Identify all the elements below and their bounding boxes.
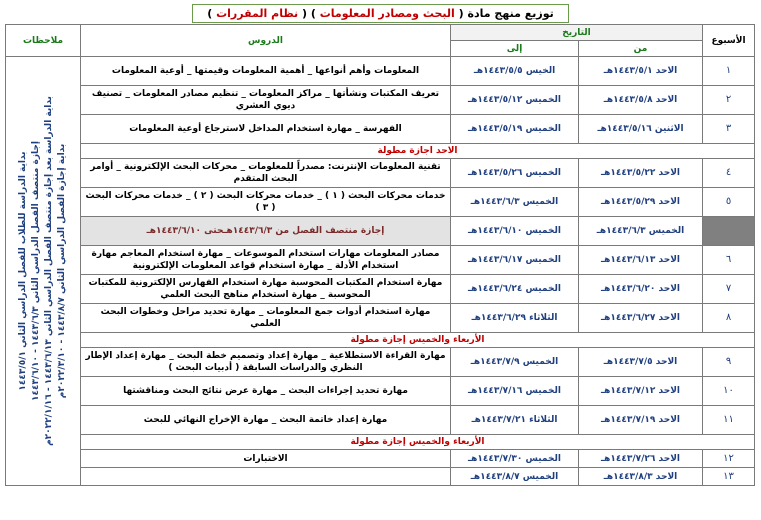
holiday-label: الأربعاء والخميس إجازة مطولة	[80, 333, 754, 348]
holiday-label: الأربعاء والخميس إجازة مطولة	[80, 435, 754, 450]
lesson-text: مهارة استخدام المكتبات المحوسبة مهارة استخدام الفهارس الإلكترونية للمكتبات المحوسبة _ مهارة استخدام مناهج البحث العلمي	[80, 275, 450, 304]
note-line: بداية الدراسة بعد إجازة منتصف الفصل الدراسي الثاني ١٤٤٣/٦/١٣ - ٢٠٢٢/١/١٦م	[43, 96, 54, 446]
date-to: الخميس ١٤٤٣/٦/١٧هـ	[450, 246, 578, 275]
week-row	[5, 348, 754, 377]
date-to: الخميس ١٤٤٣/٥/٢٦هـ	[450, 159, 578, 188]
week-row	[5, 115, 754, 144]
date-from: الاحد ١٤٤٣/٦/٢٧هـ	[579, 304, 703, 333]
course-name: البحث ومصادر المعلومات	[315, 7, 459, 20]
title-prefix: توزيع منهج مادة (	[458, 7, 554, 20]
header-lessons: الدروس	[80, 25, 450, 57]
header-notes: ملاحظات	[5, 25, 80, 57]
week-number: ٦	[703, 246, 755, 275]
week-row	[5, 377, 754, 406]
holiday-row	[5, 333, 754, 348]
date-from: الاحد ١٤٤٣/٥/٢٢هـ	[579, 159, 703, 188]
date-from: الاحد ١٤٤٣/٧/٥هـ	[579, 348, 703, 377]
week-number: ٧	[703, 275, 755, 304]
week-number: ١٠	[703, 377, 755, 406]
page-title	[192, 4, 568, 23]
date-to: الخيس ١٤٤٣/٥/٥هـ	[450, 57, 578, 86]
title-bar	[0, 2, 761, 24]
date-to: الثلاثاء ١٤٤٣/٧/٢١هـ	[450, 406, 578, 435]
date-from: الاحد ١٤٤٣/٧/١٩هـ	[579, 406, 703, 435]
lesson-text: مهارة تحديد إجراءات البحث _ مهارة عرض نتائج البحث ومناقشتها	[80, 377, 450, 406]
lesson-text: مصادر المعلومات مهارات استخدام الموسوعات _ مهارة استخدام المعاجم مهارة استخدام الأدلة _ مهارة استخدام قواعد المعلومات الإلكترونية	[80, 246, 450, 275]
date-to: الثلاثاء ١٤٤٣/٦/٢٩هـ	[450, 304, 578, 333]
week-number: ٤	[703, 159, 755, 188]
schedule-table-wrapper	[6, 24, 755, 486]
lesson-text: المعلومات وأهم أنواعها _ أهمية المعلومات وقيمتها _ أوعية المعلومات	[80, 57, 450, 86]
holiday-row	[5, 435, 754, 450]
date-from: الاحد ١٤٤٣/٧/١٢هـ	[579, 377, 703, 406]
date-from: الخميس ١٤٤٣/٦/٣هـ	[579, 217, 703, 246]
date-to: الخميس ١٤٤٣/٧/٣٠هـ	[450, 450, 578, 468]
week-number: ١	[703, 57, 755, 86]
header-to: إلى	[450, 41, 578, 57]
date-from: الاثنين ١٤٤٣/٥/١٦هـ	[579, 115, 703, 144]
week-row	[5, 304, 754, 333]
lesson-text: مهارة إعداد خاتمة البحث _ مهارة الإخراج النهائي للبحث	[80, 406, 450, 435]
date-to: الخميس ١٤٤٣/٧/١٦هـ	[450, 377, 578, 406]
lesson-text: مهارة استخدام أدوات جمع المعلومات _ مهارة تحديد مراحل وخطوات البحث العلمي	[80, 304, 450, 333]
week-row	[5, 188, 754, 217]
date-from: الاحد ١٤٤٣/٥/٢٩هـ	[579, 188, 703, 217]
date-to: الخميس ١٤٤٣/٦/١٠هـ	[450, 217, 578, 246]
date-from: الاحد ١٤٤٣/٦/١٣هـ	[579, 246, 703, 275]
date-to: الخميس ١٤٤٣/٦/٢٤هـ	[450, 275, 578, 304]
date-to: الخميس ١٤٤٣/٦/٣هـ	[450, 188, 578, 217]
title-suffix: )	[207, 7, 213, 20]
schedule-table	[5, 24, 755, 486]
week-row	[5, 159, 754, 188]
header-from: من	[579, 41, 703, 57]
lesson-text: خدمات محركات البحث ( ١ ) _ خدمات محركات البحث ( ٢ ) _ خدمات محركات البحث ( ٣ )	[80, 188, 450, 217]
lesson-text: إجازة منتصف الفصل من ١٤٤٣/٦/٣هـحتى ١٤٤٣/٦/١٠هـ	[80, 217, 450, 246]
lesson-text: الاختبارات	[80, 450, 450, 468]
notes-cell	[5, 57, 80, 486]
lesson-text: تقنية المعلومات الإنترنت: مصدراً للمعلومات _ محركات البحث الإلكترونية _ أوامر البحث المتقدم	[80, 159, 450, 188]
date-to: الخميس ١٤٤٣/٧/٩هـ	[450, 348, 578, 377]
holiday-row	[5, 144, 754, 159]
header-week: الأسبوع	[703, 25, 755, 57]
week-row	[5, 468, 754, 486]
note-line: بداية الدراسة للطلاب للفصل الدراسي الثاني ١٤٤٣/٥/١	[17, 151, 28, 391]
date-from: الاحد ١٤٤٣/٨/٣هـ	[579, 468, 703, 486]
date-from: الاحد ١٤٤٣/٥/١هـ	[579, 57, 703, 86]
date-to: الخميس ١٤٤٣/٥/١٢هـ	[450, 86, 578, 115]
week-number: ٥	[703, 188, 755, 217]
week-row	[5, 86, 754, 115]
note-line: إجازة منتصف الفصل الدراسي الثاني ١٤٤٣/٦/٣ - ١٤٤٣/٦/١٠	[30, 141, 41, 401]
schedule-body	[5, 57, 754, 486]
week-number: ٩	[703, 348, 755, 377]
week-row	[5, 406, 754, 435]
week-row	[5, 450, 754, 468]
week-number: ٢	[703, 86, 755, 115]
date-to: الخميس ١٤٤٣/٨/٧هـ	[450, 468, 578, 486]
lesson-text: الفهرسة _ مهارة استخدام المداخل لاسترجاع أوعية المعلومات	[80, 115, 450, 144]
lesson-text	[80, 468, 450, 486]
week-row	[5, 57, 754, 86]
note-line: بداية إجازة الفصل الدراسي الثاني ١٤٤٣/٨/٧ - ٢٠٢٢/٣/١٠م	[56, 143, 67, 399]
week-number: ١١	[703, 406, 755, 435]
week-number: ١٣	[703, 468, 755, 486]
week-number	[703, 217, 755, 246]
week-row	[5, 217, 754, 246]
week-row	[5, 246, 754, 275]
system-name: نظام المقررات	[212, 7, 302, 20]
lesson-text: مهارة القراءة الاستطلاعية _ مهارة إعداد وتصميم خطة البحث _ مهارة إعداد الإطار النظري والدراسات السابقة ( أدبيات البحث )	[80, 348, 450, 377]
week-row	[5, 275, 754, 304]
week-number: ٨	[703, 304, 755, 333]
date-from: الاحد ١٤٤٣/٦/٢٠هـ	[579, 275, 703, 304]
date-from: الاحد ١٤٤٣/٧/٢٦هـ	[579, 450, 703, 468]
header-date: التاريخ	[450, 25, 702, 41]
lesson-text: تعريف المكتبات ونشأتها _ مراكز المعلومات _ تنظيم مصادر المعلومات _ تصنيف ديوي العشري	[80, 86, 450, 115]
holiday-label: الاحد اجازة مطولة	[80, 144, 754, 159]
title-mid: ) (	[302, 7, 316, 20]
week-number: ١٢	[703, 450, 755, 468]
week-number: ٣	[703, 115, 755, 144]
date-to: الخميس ١٤٤٣/٥/١٩هـ	[450, 115, 578, 144]
notes-rotated	[17, 57, 69, 486]
date-from: الاحد ١٤٤٣/٥/٨هـ	[579, 86, 703, 115]
